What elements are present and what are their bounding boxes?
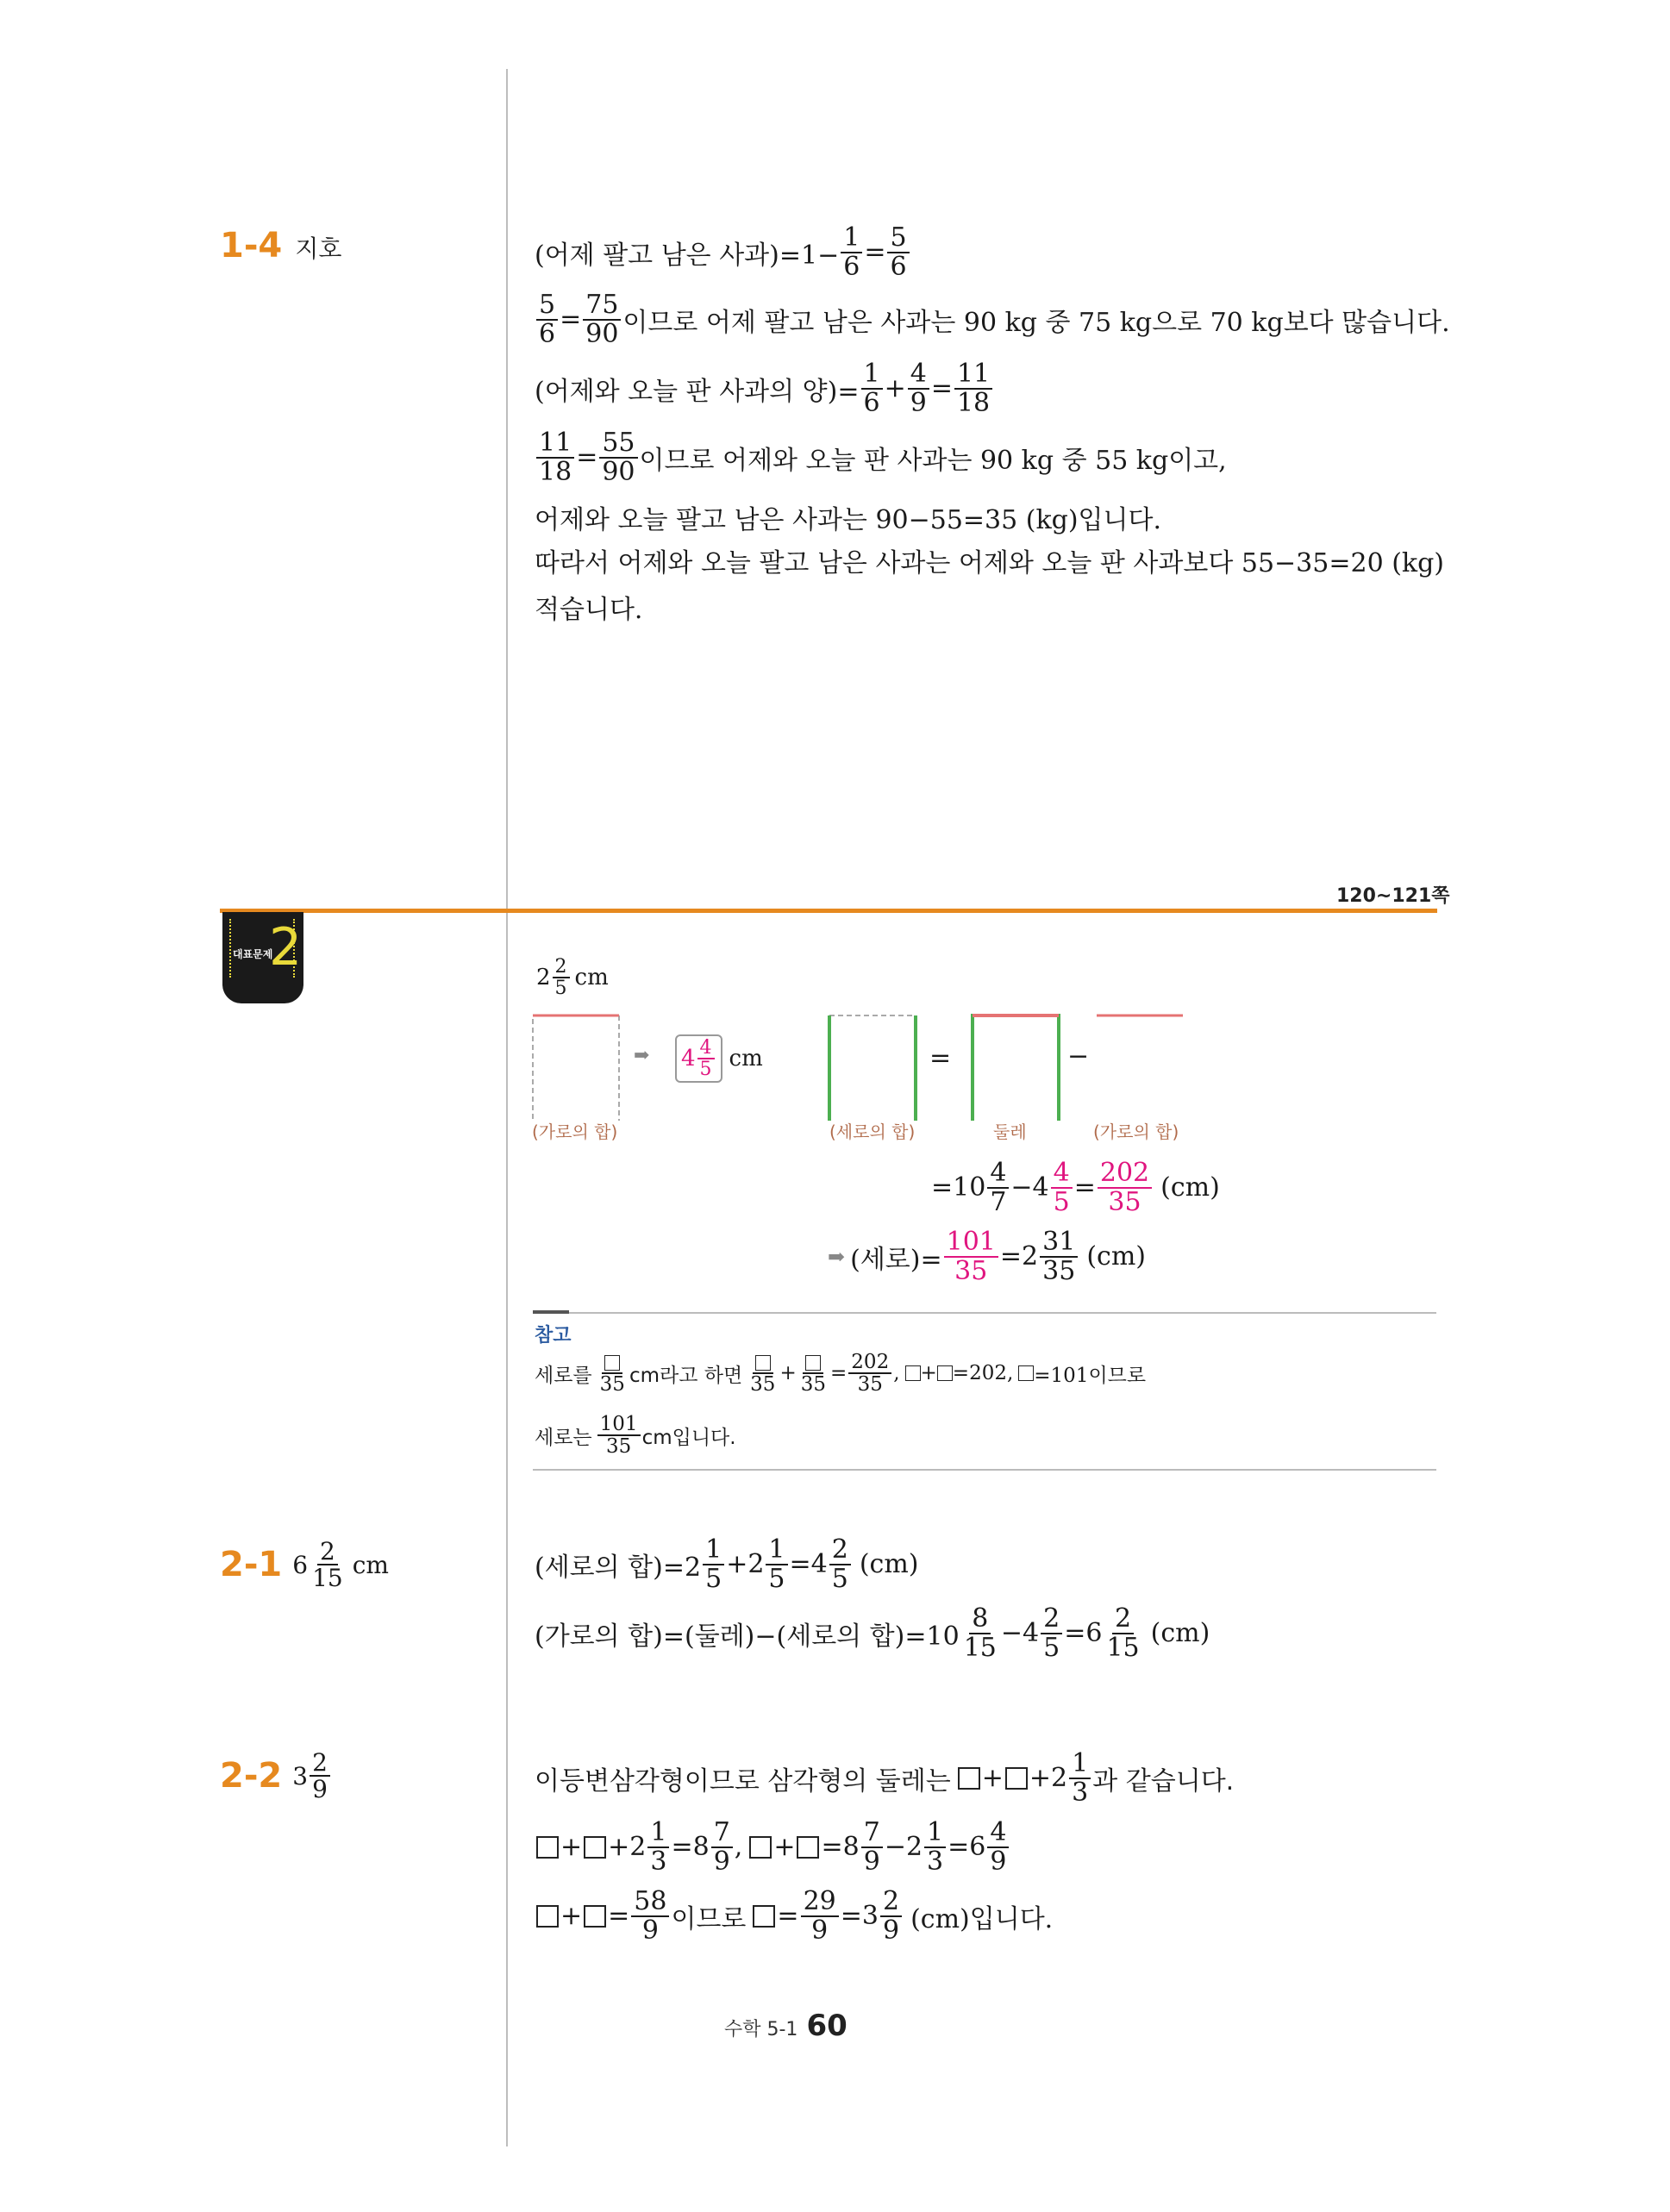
text: =101이므로 [1034, 1364, 1147, 1387]
text: 과 같습니다. [1092, 1765, 1235, 1796]
text: = [1073, 1172, 1096, 1203]
minus-sign: − [1067, 1041, 1090, 1072]
text: =6 [948, 1832, 986, 1862]
text: (cm)입니다. [910, 1903, 1054, 1934]
text: = [777, 1901, 799, 1931]
text: 세로를 [535, 1364, 592, 1387]
text: (가로의 합)=(둘레)−(세로의 합)=10 [535, 1621, 960, 1652]
text: + [884, 373, 906, 403]
fraction: $\frac{11}{18}$ [954, 360, 992, 416]
text: (세로의 합)=2 [535, 1552, 702, 1583]
fraction: $\frac{1}{5}$ [766, 1536, 787, 1592]
fraction: $\frac{7}{9}$ [711, 1819, 733, 1875]
fraction: $\frac{1}{5}$ [703, 1536, 724, 1592]
fraction: $\frac{58}{9}$ [631, 1888, 669, 1944]
fraction: $\frac{4}{9}$ [987, 1819, 1009, 1875]
fraction: $\frac{101}{35}$ [944, 1228, 998, 1284]
text: =3 [840, 1901, 879, 1931]
text: = [560, 304, 582, 334]
page-number: 60 [806, 2009, 848, 2043]
text: + [920, 1362, 937, 1385]
p14-line-1 [535, 224, 911, 280]
fraction: $\frac{5}{6}$ [536, 291, 558, 347]
fraction: $\frac{2}{5}$ [829, 1536, 851, 1592]
problem-2-1-label [220, 1539, 389, 1591]
text: =8 [671, 1832, 710, 1862]
fraction: $\frac{1}{3}$ [924, 1819, 946, 1875]
unit: cm [574, 965, 609, 991]
fraction: $\frac{4}{7}$ [987, 1159, 1009, 1215]
unit: cm [729, 1046, 763, 1072]
whole: 3 [292, 1761, 309, 1790]
footer-book: 수학 5-1 [724, 2019, 798, 2040]
text: −2 [884, 1832, 923, 1862]
fraction: $\frac{1}{6}$ [841, 224, 862, 280]
fraction: $\frac{101}{35}$ [597, 1414, 641, 1457]
fraction: $\frac{1}{3}$ [647, 1819, 669, 1875]
page-range: 120~121쪽 [1336, 885, 1450, 907]
arrow-icon: ➡ [634, 1045, 650, 1066]
problem-answer: 지호 [295, 234, 342, 263]
text: + [779, 1362, 797, 1385]
p21-line-1 [535, 1536, 919, 1592]
text: =2 [999, 1241, 1039, 1272]
text: , [893, 1362, 900, 1385]
text: = [830, 1362, 848, 1385]
text: +2 [1029, 1763, 1068, 1793]
answer-box [675, 1034, 763, 1083]
fraction: $\frac{2}{9}$ [880, 1888, 902, 1944]
text: (어제 팔고 남은 사과)=1− [535, 240, 840, 271]
text: 이므로 [671, 1903, 747, 1934]
whole: 6 [292, 1550, 309, 1579]
fraction: $\frac{4}{5}$ [697, 1038, 715, 1079]
problem-1-4-label [220, 226, 341, 266]
text: = [576, 442, 598, 472]
text: (어제와 오늘 판 사과의 양)= [535, 376, 860, 407]
p22-line-1 [535, 1750, 1234, 1806]
fraction: $\frac{2}{15}$ [1106, 1603, 1140, 1663]
text: =10 [931, 1172, 986, 1203]
text: 세로는 [535, 1426, 592, 1449]
arrow-icon: ➡ [828, 1244, 846, 1269]
p14-line-3 [535, 360, 994, 416]
text: + [560, 1832, 583, 1862]
note-rule-bottom [533, 1469, 1436, 1471]
problem-answer [292, 1750, 332, 1803]
problem-answer [292, 1539, 389, 1591]
fraction: $\frac{202}{35}$ [1098, 1159, 1152, 1215]
unit: cm [352, 1550, 389, 1579]
p21-line-2 [535, 1605, 1210, 1661]
whole: 4 [681, 1046, 696, 1072]
fraction: 35 [747, 1352, 778, 1395]
footer [724, 2009, 848, 2043]
fraction: $\frac{2}{5}$ [1041, 1605, 1062, 1661]
fraction: $\frac{4}{5}$ [1051, 1159, 1073, 1215]
unit: (cm) [859, 1549, 919, 1579]
fraction: $\frac{7}{9}$ [861, 1819, 883, 1875]
text: =202, [952, 1362, 1014, 1385]
badge-small-text: 대표문제 [233, 948, 273, 960]
text: (세로)= [850, 1244, 942, 1275]
equals-sign: = [929, 1043, 952, 1073]
fraction: $\frac{29}{9}$ [801, 1888, 839, 1944]
badge-number: 2 [269, 917, 303, 978]
diagram-shapes [517, 1000, 1207, 1121]
text: =8 [821, 1832, 860, 1862]
fraction: $\frac{2}{9}$ [310, 1750, 330, 1803]
text: =6 [1064, 1618, 1103, 1648]
p14-line-4 [535, 429, 1227, 485]
text: = [930, 373, 953, 403]
fraction: $\frac{1}{6}$ [861, 360, 883, 416]
text: + [773, 1832, 796, 1862]
fraction: $\frac{2}{5}$ [553, 957, 570, 998]
fraction: $\frac{55}{90}$ [599, 429, 637, 485]
note-line-2 [535, 1414, 736, 1457]
column-divider [506, 69, 508, 2146]
caption-horizontal-sum: (가로의 합) [532, 1122, 618, 1142]
text: 이므로 어제 팔고 남은 사과는 90 kg 중 75 kg으로 70 kg보다 많습니다. [622, 307, 1450, 338]
top-length-label [536, 957, 609, 998]
calc-line-2 [828, 1228, 1146, 1284]
fraction: $\frac{4}{9}$ [908, 360, 929, 416]
text: +2 [726, 1549, 765, 1579]
p14-line-2 [535, 291, 1450, 347]
badge-representative-problem-2 [222, 912, 303, 1003]
text: + [981, 1763, 1004, 1793]
note-rule-accent [533, 1310, 569, 1314]
unit: (cm) [1086, 1241, 1146, 1272]
fraction: $\frac{5}{6}$ [887, 224, 909, 280]
calc-line-1 [931, 1159, 1220, 1215]
problem-2-2-label [220, 1750, 332, 1803]
text: = [608, 1901, 630, 1931]
text: + [560, 1901, 583, 1931]
p14-line-5: 어제와 오늘 팔고 남은 사과는 90−55=35 (kg)입니다. [535, 505, 1162, 535]
p22-line-2 [535, 1819, 1010, 1875]
text: −4 [1000, 1618, 1040, 1648]
text: = [864, 237, 886, 267]
text: , [734, 1832, 743, 1862]
fraction: 35 [597, 1352, 628, 1395]
caption-horizontal-sum-2: (가로의 합) [1093, 1122, 1179, 1142]
fraction: $\frac{202}{35}$ [848, 1352, 891, 1395]
problem-number: 1-4 [220, 226, 283, 266]
fraction: $\frac{31}{35}$ [1040, 1228, 1078, 1284]
p14-line-6: 따라서 어제와 오늘 팔고 남은 사과는 어제와 오늘 판 사과보다 55−35=20 (kg) [535, 548, 1444, 578]
problem-number: 2-1 [220, 1545, 283, 1585]
unit: (cm) [1160, 1172, 1220, 1203]
note-line-1 [535, 1352, 1146, 1395]
p14-line-7: 적습니다. [535, 595, 643, 625]
text: −4 [1010, 1172, 1049, 1203]
fraction: $\frac{2}{15}$ [312, 1537, 343, 1593]
fraction: $\frac{1}{3}$ [1069, 1750, 1091, 1806]
text: =4 [789, 1549, 828, 1579]
fraction: 35 [798, 1352, 829, 1395]
note-rule-top [533, 1312, 1436, 1314]
fraction: $\frac{75}{90}$ [583, 291, 621, 347]
whole: 2 [536, 965, 551, 991]
text: cm입니다. [641, 1426, 736, 1449]
caption-vertical-sum: (세로의 합) [829, 1122, 916, 1142]
text: +2 [608, 1832, 647, 1862]
text: 이등변삼각형이므로 삼각형의 둘레는 [535, 1765, 951, 1796]
problem-number: 2-2 [220, 1756, 283, 1796]
text: 이므로 어제와 오늘 판 사과는 90 kg 중 55 kg이고, [639, 445, 1227, 476]
fraction: $\frac{8}{15}$ [963, 1603, 997, 1663]
note-title: 참고 [535, 1325, 572, 1347]
unit: (cm) [1150, 1618, 1210, 1648]
section-rule [220, 909, 1437, 913]
caption-perimeter: 둘레 [993, 1122, 1027, 1142]
p22-line-3 [535, 1888, 1053, 1944]
fraction: $\frac{11}{18}$ [536, 429, 574, 485]
text: cm라고 하면 [629, 1364, 743, 1387]
